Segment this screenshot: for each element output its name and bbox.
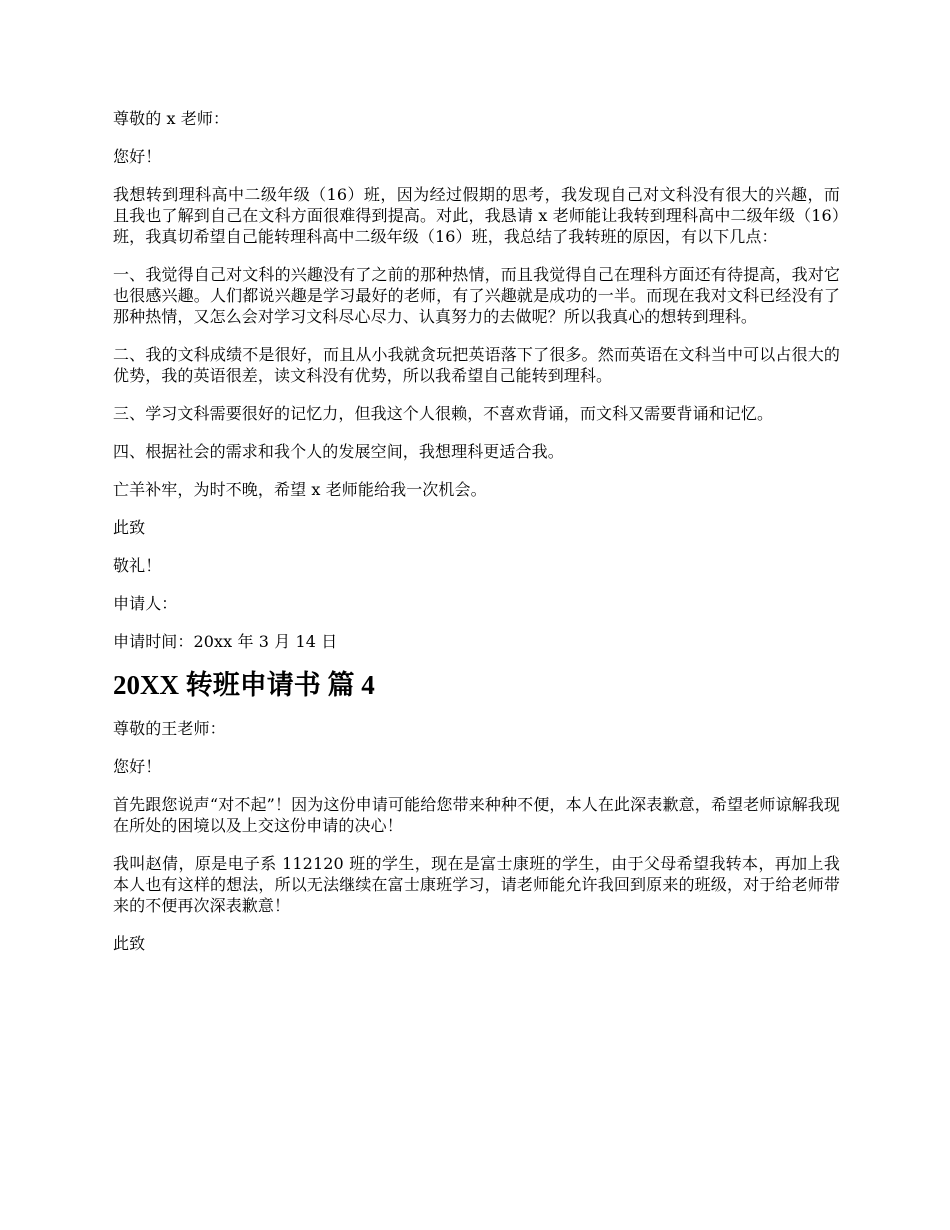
- reason-paragraph-4: 四、根据社会的需求和我个人的发展空间，我想理科更适合我。: [113, 442, 564, 461]
- cizhi-2: 此致: [113, 934, 146, 953]
- cizhi: 此致: [113, 518, 146, 537]
- reason-paragraph-1: 一、我觉得自己对文科的兴趣没有了之前的那种热情，而且我觉得自己在理科方面还有待提高，我对它也很感兴趣。人们都说兴趣是学习最好的老师，有了兴趣就是成功的一半。而现在我对文科已经没有了那种热情，又怎么会对学习文科尽心尽力、认真努力的去做呢？所以我真心的想转到理科。: [113, 265, 840, 326]
- reason-paragraph-2: 二、我的文科成绩不是很好，而且从小我就贪玩把英语落下了很多。然而英语在文科当中可以占很大的优势，我的英语很差，读文科没有优势，所以我希望自己能转到理科。: [113, 345, 840, 385]
- intro-paragraph: 我想转到理科高中二级年级（16）班，因为经过假期的思考，我发现自己对文科没有很大的兴趣，而且我也了解到自己在文科方面很难得到提高。对此，我恳请 x 老师能让我转到理科高中二级年级（16）班，我真切希望自己能转理科高中二级年级（16）班，我总结了我转班的原因，有以下几点：: [113, 185, 840, 246]
- section-heading: 20XX 转班申请书 篇 4: [113, 670, 375, 700]
- jingli: 敬礼！: [113, 556, 162, 575]
- document-page: [113, 108, 840, 971]
- apology-paragraph: 首先跟您说声“对不起”！因为这份申请可能给您带来种种不便，本人在此深表歉意，希望老师谅解我现在所处的困境以及上交这份申请的决心！: [113, 795, 840, 835]
- date-line: 申请时间：20xx 年 3 月 14 日: [113, 632, 338, 651]
- closing-paragraph: 亡羊补牢，为时不晚，希望 x 老师能给我一次机会。: [113, 480, 487, 499]
- salutation-2: 尊敬的王老师：: [113, 719, 226, 738]
- reason-paragraph-3: 三、学习文科需要很好的记忆力，但我这个人很赖，不喜欢背诵，而文科又需要背诵和记忆。: [113, 404, 774, 423]
- body-paragraph: 我叫赵倩，原是电子系 112120 班的学生，现在是富士康班的学生，由于父母希望我转本，再加上我本人也有这样的想法，所以无法继续在富士康班学习，请老师能允许我回到原来的班级，对于给老师带来的不便再次深表歉意！: [113, 854, 840, 915]
- salutation: 尊敬的 x 老师：: [113, 109, 230, 128]
- applicant-line: 申请人：: [113, 594, 178, 613]
- greeting: 您好！: [113, 147, 162, 166]
- greeting-2: 您好！: [113, 757, 162, 776]
